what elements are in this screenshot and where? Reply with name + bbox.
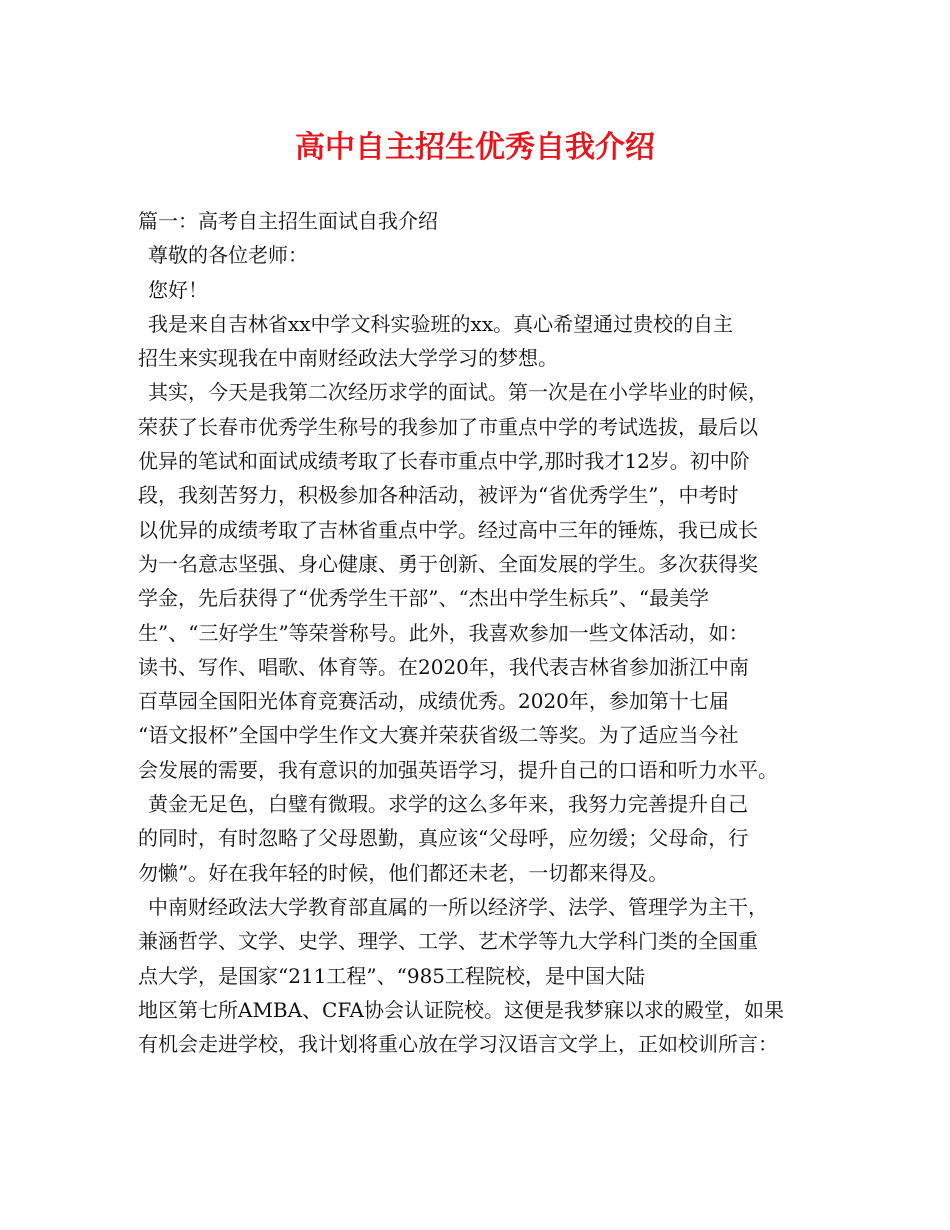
paragraph-line: 会发展的需要，我有意识的加强英语学习，提升自己的口语和听力水平。 (138, 757, 778, 782)
paragraph-line: 的同时，有时忽略了父母恩勤，真应该“父母呼，应勿缓；父母命，行 (138, 826, 749, 851)
paragraph-line: 地区第七所AMBA、CFA协会认证院校。这便是我梦寐以求的殿堂，如果 (138, 997, 784, 1022)
paragraph-line: 为一名意志坚强、身心健康、勇于创新、全面发展的学生。多次获得奖 (138, 551, 758, 576)
paragraph-line: 段，我刻苦努力，积极参加各种活动，被评为“省优秀学生”，中考时 (138, 483, 739, 508)
paragraph-line: 读书、写作、唱歌、体育等。在2020年，我代表吉林省参加浙江中南 (138, 654, 749, 679)
paragraph-line: 点大学，是国家“211工程”、“985工程院校，是中国大陆 (138, 963, 646, 988)
paragraph-line: 您好！ (148, 277, 208, 302)
paragraph-line: 生”、“三好学生”等荣誉称号。此外，我喜欢参加一些文体活动，如： (138, 620, 749, 645)
paragraph-line: 我是来自吉林省xx中学文科实验班的xx。真心希望通过贵校的自主 (148, 311, 734, 336)
document-body (138, 204, 828, 1061)
paragraph-line: 荣获了长春市优秀学生称号的我参加了市重点中学的考试选拔，最后以 (138, 414, 758, 439)
section-heading: 篇一：高考自主招生面试自我介绍 (138, 209, 438, 233)
paragraph-line: 黄金无足色，白璧有微瑕。求学的这么多年来，我努力完善提升自己 (148, 792, 748, 817)
document-title: 高中自主招生优秀自我介绍 (295, 130, 655, 165)
paragraph-line: 学金，先后获得了“优秀学生干部”、“杰出中学生标兵”、“最美学 (138, 586, 710, 611)
paragraph-line: 优异的笔试和面试成绩考取了长春市重点中学,那时我才12岁。初中阶 (138, 449, 750, 474)
paragraph-line: 中南财经政法大学教育部直属的一所以经济学、法学、管理学为主干， (148, 894, 768, 919)
paragraph-line: 有机会走进学校，我计划将重心放在学习汉语言文学上，正如校训所言： (138, 1032, 778, 1057)
paragraph-line: 以优异的成绩考取了吉林省重点中学。经过高中三年的锤炼，我已成长 (138, 517, 758, 542)
paragraph-line: “语文报杯”全国中学生作文大赛并荣获省级二等奖。为了适应当今社 (138, 723, 739, 748)
paragraph-line: 百草园全国阳光体育竞赛活动，成绩优秀。2020年，参加第十七届 (138, 689, 729, 714)
paragraph-line: 兼涵哲学、文学、史学、理学、工学、艺术学等九大学科门类的全国重 (138, 929, 758, 954)
paragraph-line: 招生来实现我在中南财经政法大学学习的梦想。 (138, 346, 558, 371)
paragraph-line: 其实，今天是我第二次经历求学的面试。第一次是在小学毕业的时候， (148, 380, 768, 405)
paragraph-line: 勿懒”。好在我年轻的时候，他们都还未老，一切都来得及。 (138, 860, 669, 885)
paragraph-line: 尊敬的各位老师： (148, 243, 308, 268)
